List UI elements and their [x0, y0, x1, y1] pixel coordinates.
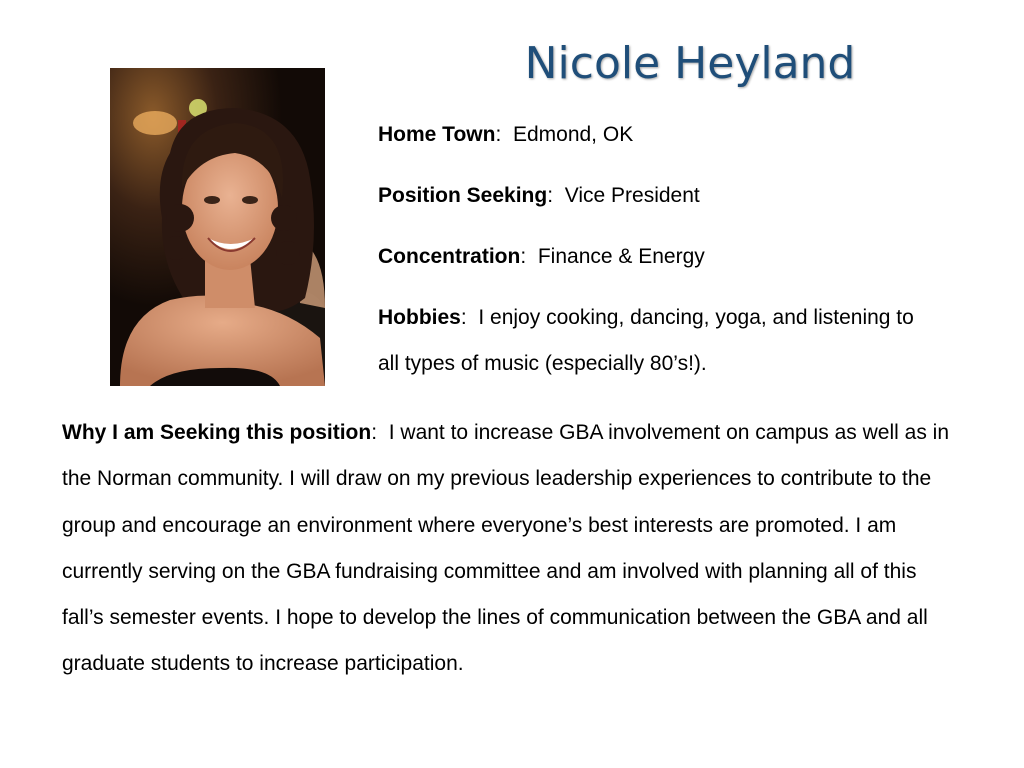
profile-facts — [378, 119, 938, 417]
fact-value: Vice President — [564, 184, 700, 207]
fact-concentration: Concentration: Finance & Energy — [378, 245, 705, 268]
fact-label: Concentration — [378, 245, 521, 268]
fact-label: Hobbies — [378, 306, 461, 329]
fact-position-seeking: Position Seeking: Vice President — [378, 184, 700, 207]
title-container — [500, 34, 880, 94]
fact-label: Position Seeking — [378, 184, 548, 207]
portrait-photo — [110, 68, 325, 386]
page-title: Nicole Heyland — [524, 38, 856, 89]
fact-home-town: Home Town: Edmond, OK — [378, 123, 634, 146]
why-text: I want to increase GBA involvement on campus as well as in the Norman community. I will draw on my previous leadership experiences to contribute to the group and encourage an environment where everyone’s best interests are promoted. I am currently serving on the GBA fundraising committee and am involved with planning all of this fall’s semester events. I hope to develop the lines of communication between the GBA and all graduate students to increase participation. — [62, 421, 950, 676]
fact-value: I enjoy cooking, dancing, yoga, and listening to all types of music (especially 80’s!). — [378, 306, 914, 375]
fact-value: Edmond, OK — [512, 123, 634, 146]
fact-hobbies: Hobbies: I enjoy cooking, dancing, yoga, and listening to all types of music (especially 80’s!). — [378, 306, 914, 375]
why-label: Why I am Seeking this position — [62, 421, 372, 444]
fact-label: Home Town — [378, 123, 496, 146]
why-paragraph: Why I am Seeking this position: I want to increase GBA involvement on campus as well as in the Norman community. I will draw on my previous leadership experiences to contribute to the group and encourage an environment where everyone’s best interests are promoted. I am currently serving on the GBA fundraising committee and am involved with planning all of this fall’s semester events. I hope to develop the lines of communication between the GBA and all graduate students to increase participation. — [62, 421, 950, 676]
fact-value: Finance & Energy — [537, 245, 705, 268]
